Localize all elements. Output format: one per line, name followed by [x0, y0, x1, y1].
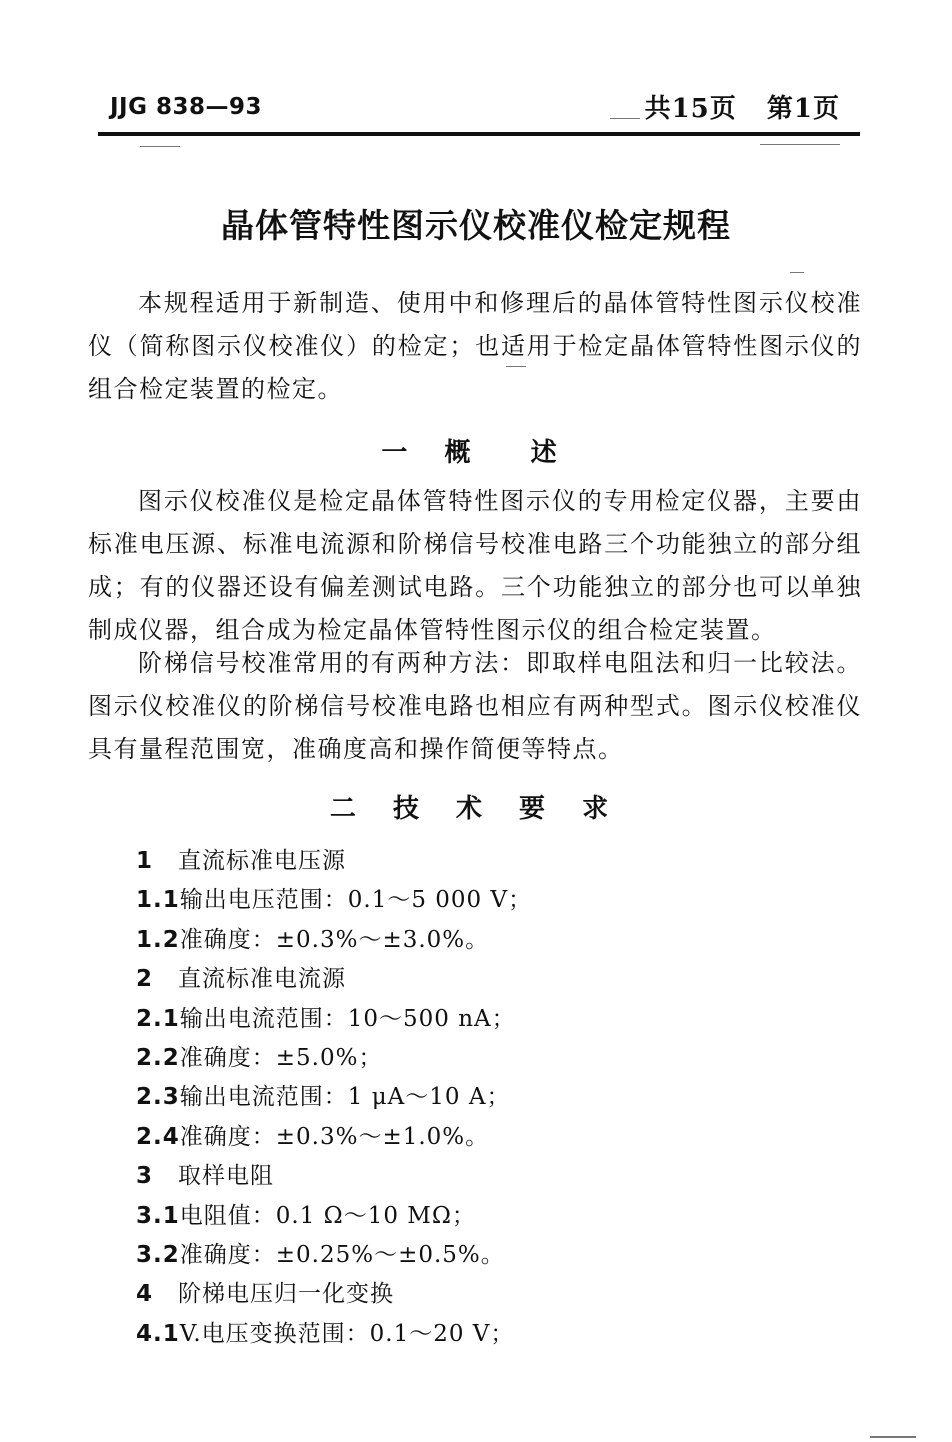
item-text: 输出电压范围：0.1～5 000 V；	[179, 887, 533, 914]
intro-paragraph: 本规程适用于新制造、使用中和修理后的晶体管特性图示仪校准仪（简称图示仪校准仪）的检定；也适用于检定晶体管特性图示仪的组合检定装置的检定。	[88, 289, 862, 403]
item-text: 直流标准电流源	[178, 966, 346, 993]
item-number: 4	[136, 1281, 154, 1308]
item-number: 2.2	[136, 1044, 180, 1071]
item-text: 准确度：±0.3%～±1.0%。	[179, 1123, 490, 1150]
page-count: 共15页 第1页	[644, 94, 840, 124]
item-number: 2.3	[136, 1084, 180, 1111]
item-text: 电阻值：0.1 Ω～10 MΩ；	[179, 1202, 476, 1229]
item-text: 输出电流范围：1 μA～10 A；	[179, 1084, 511, 1111]
item-number: 2.1	[136, 1005, 180, 1032]
header-rule	[98, 132, 860, 136]
list-item	[136, 881, 856, 920]
list-item	[136, 842, 856, 881]
overview-paragraph-2: 阶梯信号校准常用的有两种方法：即取样电阻法和归一比较法。图示仪校准仪的阶梯信号校准电路也相应有两种型式。图示仪校准仪具有量程范围宽，准确度高和操作简便等特点。	[88, 649, 862, 763]
list-item	[136, 1236, 856, 1275]
list-item	[136, 1000, 856, 1039]
item-text: 输出电流范围：10～500 nA；	[179, 1005, 516, 1032]
document-title: 晶体管特性图示仪校准仪检定规程	[221, 206, 731, 245]
list-item	[136, 1118, 856, 1157]
list-item	[136, 1315, 856, 1354]
item-text: 直流标准电压源	[178, 848, 346, 874]
section-heading-overview: 一 概 述	[381, 438, 571, 468]
item-text: V.电压变换范围：0.1～20 V；	[179, 1320, 515, 1347]
section-heading-technical-requirements: 二 技 术 要 求	[329, 794, 623, 824]
item-number: 4.1	[136, 1320, 180, 1347]
item-text: 取样电阻	[178, 1163, 274, 1190]
list-item	[136, 1197, 856, 1236]
list-item	[136, 921, 856, 960]
item-number: 2	[136, 966, 154, 993]
list-item	[136, 1078, 856, 1117]
item-number: 1	[136, 848, 154, 874]
scan-noise	[140, 146, 180, 147]
list-item	[136, 960, 856, 999]
item-text: 阶梯电压归一化变换	[178, 1281, 394, 1308]
item-number: 2.4	[136, 1123, 180, 1150]
item-text: 准确度：±0.25%～±0.5%。	[179, 1241, 505, 1268]
standard-code: JJG 838—93	[110, 94, 263, 120]
requirements-list	[136, 842, 856, 1354]
overview-paragraph-1: 图示仪校准仪是检定晶体管特性图示仪的专用检定仪器，主要由标准电压源、标准电流源和阶梯信号校准电路三个功能独立的部分组成；有的仪器还设有偏差测试电路。三个功能独立的部分也可以单独制成仪器，组合成为检定晶体管特性图示仪的组合检定装置。	[88, 487, 862, 644]
item-number: 1.1	[136, 887, 180, 914]
scan-noise	[870, 1436, 916, 1438]
scan-noise	[760, 144, 840, 145]
item-text: 准确度：±5.0%；	[179, 1044, 383, 1071]
item-number: 3.1	[136, 1202, 180, 1229]
item-number: 1.2	[136, 926, 180, 953]
list-item	[136, 1039, 856, 1078]
list-item	[136, 1275, 856, 1314]
scan-noise	[610, 118, 640, 119]
item-text: 准确度：±0.3%～±3.0%。	[179, 926, 490, 953]
item-number: 3	[136, 1163, 154, 1190]
scan-noise	[790, 272, 804, 273]
list-item	[136, 1157, 856, 1196]
scan-noise	[506, 366, 526, 367]
item-number: 3.2	[136, 1241, 180, 1268]
